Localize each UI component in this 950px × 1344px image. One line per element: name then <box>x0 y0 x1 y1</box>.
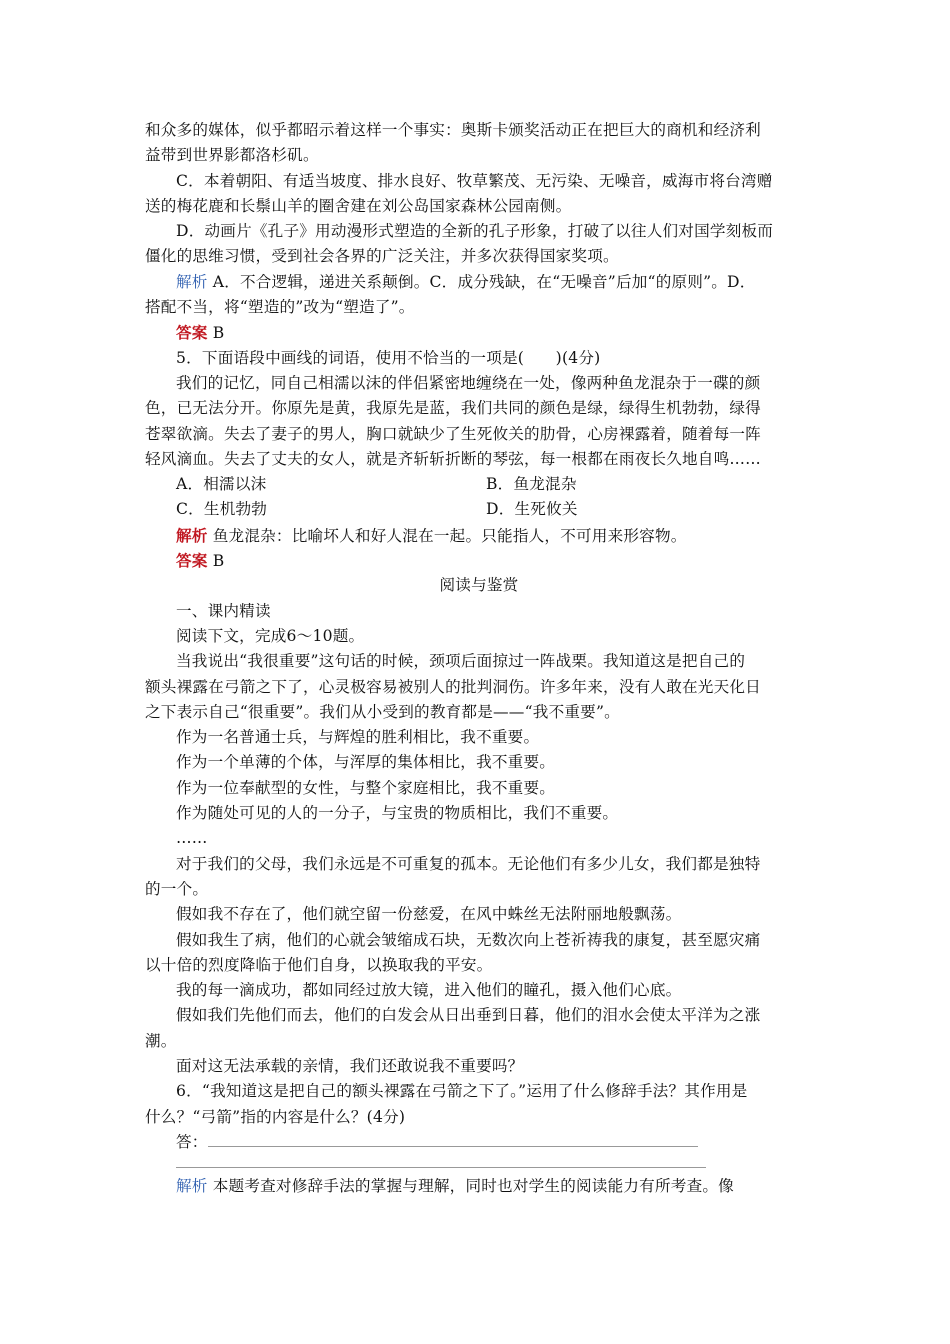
answer-label: 答案 <box>176 551 208 571</box>
option-c-line: C．本着朝阳、有适当坡度、排水良好、牧草繁茂、无污染、无噪音，威海市将台湾赠 <box>176 171 773 190</box>
q6-analysis <box>145 1174 813 1199</box>
option-b: B．鱼龙混杂 <box>486 475 577 494</box>
text-line: 送的梅花鹿和长鬃山羊的圈舍建在刘公岛国家森林公园南侧。 <box>145 196 572 215</box>
reading-line: 面对这无法承载的亲情，我们还敢说我不重要吗？ <box>176 1056 524 1075</box>
q5-analysis <box>145 523 813 548</box>
reading-line: 作为一位奉献型的女性，与整个家庭相比，我不重要。 <box>176 778 556 797</box>
reading-line: 之下表示自己“很重要”。我们从小受到的教育都是——“我不重要”。 <box>145 702 620 721</box>
reading-line: 的一个。 <box>145 879 209 898</box>
q6-answer-row <box>145 1130 813 1155</box>
instruction: 阅读下文，完成6～10题。 <box>176 626 365 645</box>
answer-blank-line[interactable] <box>208 1132 698 1147</box>
option-a: A．相濡以沫 <box>176 475 267 494</box>
analysis-text: A．不合逻辑，递进关系颠倒。C．成分残缺，在“无噪音”后加“的原则”。D． <box>207 272 756 291</box>
section-title: 阅读与鉴赏 <box>439 576 519 595</box>
answer-text: B <box>207 552 225 571</box>
reading-line: 对于我们的父母，我们永远是不可重复的孤本。无论他们有多少儿女，我们都是独特 <box>176 854 761 873</box>
reading-line: 以十倍的烈度降临于他们自身，以换取我的平安。 <box>145 955 493 974</box>
sub-title: 一、课内精读 <box>176 601 271 620</box>
analysis-label: 解析 <box>176 272 208 291</box>
reading-line: 潮。 <box>145 1031 177 1050</box>
reading-line: 当我说出“我很重要”这句话的时候，颈项后面掠过一阵战栗。我知道这是把自己的 <box>176 652 746 671</box>
reading-line: 作为一个单薄的个体，与浑厚的集体相比，我不重要。 <box>176 753 556 772</box>
answer-blank-line[interactable] <box>176 1155 706 1168</box>
option-d-line: D．动画片《孔子》用动漫形式塑造的全新的孔子形象，打破了以往人们对国学刻板而 <box>176 222 774 241</box>
q5-passage-line: 色，已无法分开。你原先是黄，我原先是蓝，我们共同的颜色是绿，绿得生机勃勃，绿得 <box>145 399 761 418</box>
ellipsis: …… <box>176 829 208 848</box>
text-line: 僵化的思维习惯，受到社会各界的广泛关注，并多次获得国家奖项。 <box>145 247 619 266</box>
answer-label: 答案 <box>176 323 208 343</box>
q5-options-row <box>145 497 813 522</box>
reading-line: 额头裸露在弓箭之下了，心灵极容易被别人的批判洞伤。许多年来，没有人敢在光天化日 <box>145 677 761 696</box>
analysis-text: 本题考查对修辞手法的掌握与理解，同时也对学生的阅读能力有所考查。像 <box>207 1177 734 1196</box>
reading-line: 假如我生了病，他们的心就会皱缩成石块，无数次向上苍祈祷我的康复，甚至愿灾痛 <box>176 930 761 949</box>
q5-passage-line: 我们的记忆，同自己相濡以沫的伴侣紧密地缠绕在一处，像两种鱼龙混杂于一碟的颜 <box>176 373 761 392</box>
reading-line: 作为一名普通士兵，与辉煌的胜利相比，我不重要。 <box>176 728 540 747</box>
answer-text: B <box>207 324 225 343</box>
analysis-text: 鱼龙混杂：比喻坏人和好人混在一起。只能指人，不可用来形容物。 <box>207 526 687 545</box>
analysis-label: 解析 <box>176 525 208 545</box>
q5-options-row <box>145 472 813 497</box>
option-c: C．生机勃勃 <box>176 500 268 519</box>
answer-prompt: 答： <box>176 1132 208 1151</box>
text-line: 和众多的媒体，似乎都昭示着这样一个事实：奥斯卡颁奖活动正在把巨大的商机和经济利 <box>145 121 761 139</box>
document-page <box>145 118 813 1199</box>
q4-analysis <box>145 270 813 295</box>
reading-line: 作为随处可见的人的一分子，与宝贵的物质相比，我们不重要。 <box>176 804 619 823</box>
q5-answer <box>145 548 813 573</box>
q4-answer <box>145 320 813 345</box>
reading-line: 假如我们先他们而去，他们的白发会从日出垂到日暮，他们的泪水会使太平洋为之涨 <box>176 1006 761 1025</box>
reading-line: 假如我不存在了，他们就空留一份慈爱，在风中蛛丝无法附丽地般飘荡。 <box>176 905 682 924</box>
text-line: 搭配不当，将“塑造的”改为“塑造了”。 <box>145 298 415 317</box>
reading-line: 我的每一滴成功，都如同经过放大镜，进入他们的瞳孔，摄入他们心底。 <box>176 981 682 1000</box>
q6-stem: 6．“我知道这是把自己的额头裸露在弓箭之下了。”运用了什么修辞手法？其作用是 <box>176 1082 748 1101</box>
text-line: 益带到世界影都洛杉矶。 <box>145 146 319 165</box>
q5-passage-line: 苍翠欲滴。失去了妻子的男人，胸口就缺少了生死攸关的肋骨，心房裸露着，随着每一阵 <box>145 424 761 443</box>
q6-stem: 什么？“弓箭”指的内容是什么？(4分) <box>145 1107 406 1126</box>
analysis-label: 解析 <box>176 1177 208 1196</box>
q5-passage-line: 轻风滴血。失去了丈夫的女人，就是齐斩斩折断的琴弦，每一根都在雨夜长久地自鸣…… <box>145 449 761 468</box>
option-d: D．生死攸关 <box>486 500 578 519</box>
q5-stem: 5．下面语段中画线的词语，使用不恰当的一项是( )(4分) <box>176 348 601 367</box>
